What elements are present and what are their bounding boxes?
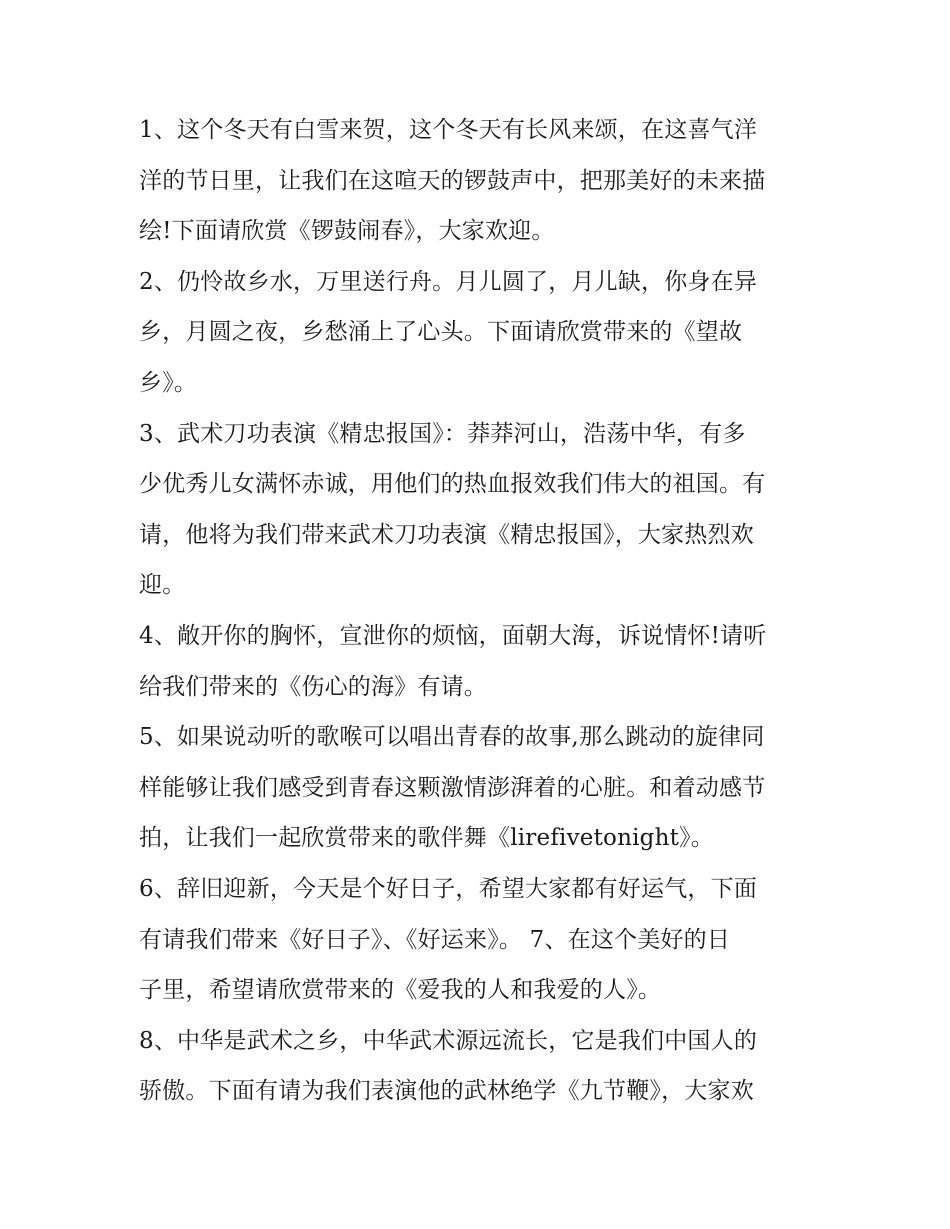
text-line-2: 洋的节日里，让我们在这喧天的锣鼓声中，把那美好的未来描 — [139, 167, 766, 194]
text-line-14: 样能够让我们感受到青春这颗激情澎湃着的心脏。和着动感节 — [139, 774, 766, 801]
text-line-19: 8、中华是武术之乡，中华武术源远流长，它是我们中国人的 — [139, 1027, 758, 1054]
text-line-4: 2、仍怜故乡水，万里送行舟。月儿圆了，月儿缺，你身在异 — [139, 268, 758, 295]
text-line-11: 4、敞开你的胸怀，宣泄你的烦恼，面朝大海，诉说情怀!请听 — [139, 622, 767, 649]
text-line-6: 乡》。 — [139, 369, 198, 396]
text-line-20: 骄傲。下面有请为我们表演他的武林绝学《九节鞭》，大家欢 — [139, 1078, 754, 1105]
text-line-17: 有请我们带来《好日子》、《好运来》。 7、在这个美好的日 — [139, 926, 731, 953]
text-line-16: 6、辞旧迎新，今天是个好日子，希望大家都有好运气，下面 — [139, 875, 758, 902]
document-body — [139, 105, 819, 1117]
text-line-15: 拍，让我们一起欣赏带来的歌伴舞《lirefivetonight》。 — [139, 825, 714, 852]
text-line-1: 1、这个冬天有白雪来贺，这个冬天有长风来颂，在这喜气洋 — [139, 117, 758, 143]
text-line-7: 3、武术刀功表演《精忠报国》：莽莽河山，浩荡中华，有多 — [139, 420, 746, 447]
text-line-18: 子里，希望请欣赏带来的《爱我的人和我爱的人》。 — [139, 977, 662, 1004]
text-line-10: 迎。 — [139, 572, 186, 599]
text-line-13: 5、如果说动听的歌喉可以唱出青春的故事,那么跳动的旋律同 — [139, 724, 765, 751]
text-line-5: 乡，月圆之夜，乡愁涌上了心头。下面请欣赏带来的《望故 — [139, 319, 743, 346]
text-line-12: 给我们带来的《伤心的海》有请。 — [139, 673, 487, 700]
text-line-3: 绘!下面请欣赏《锣鼓闹春》，大家欢迎。 — [139, 218, 555, 245]
text-line-8: 少优秀儿女满怀赤诚，用他们的热血报效我们伟大的祖国。有 — [139, 471, 766, 498]
text-line-9: 请，他将为我们带来武术刀功表演《精忠报国》，大家热烈欢 — [139, 521, 754, 548]
